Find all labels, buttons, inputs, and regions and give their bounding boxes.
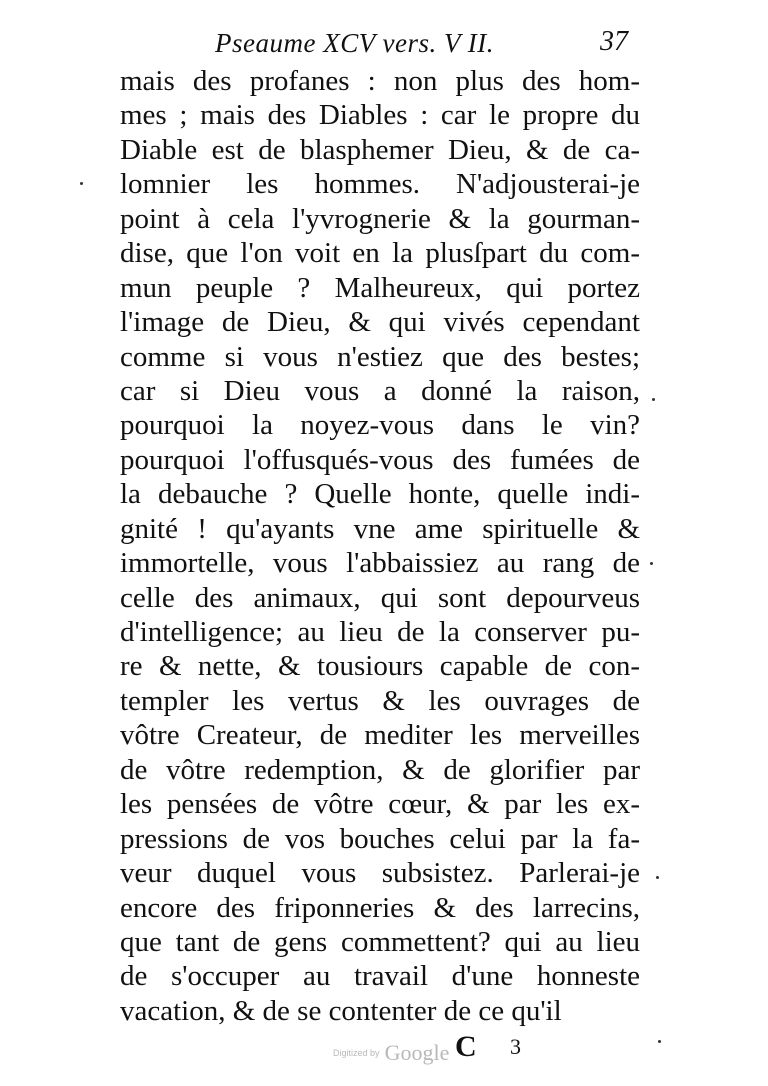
signature-number: 3	[510, 1034, 521, 1059]
text-line: templer les vertus & les ouvrages de	[120, 684, 640, 717]
text-line: vacation, & de se contenter de ce qu'il	[120, 994, 562, 1027]
page-number: 37	[600, 26, 628, 57]
ink-speck	[650, 562, 653, 565]
text-line: la debauche ? Quelle honte, quelle indi-	[120, 478, 640, 511]
text-line: re & nette, & tousiours capable de con-	[120, 650, 640, 683]
text-line: comme si vous n'estiez que des bestes;	[120, 340, 640, 373]
text-line: dise, que l'on voit en la plusſpart du com-	[120, 237, 640, 270]
text-line: gnité ! qu'ayants vne ame spirituelle &	[120, 512, 640, 545]
text-line: car si Dieu vous a donné la raison,	[120, 374, 640, 407]
ink-speck	[656, 876, 659, 879]
text-line: Diable est de blasphemer Dieu, & de ca-	[120, 133, 640, 166]
text-line: de vôtre redemption, & de glorifier par	[120, 753, 640, 786]
text-line: vôtre Createur, de mediter les merveilles	[120, 719, 640, 752]
text-line: mais des profanes : non plus des hom-	[120, 65, 640, 97]
watermark-brand: Google	[384, 1040, 450, 1065]
text-line: les pensées de vôtre cœur, & par les ex-	[120, 788, 640, 821]
text-line: pourquoi l'offusqués-vous des fumées de	[120, 443, 640, 476]
text-line: que tant de gens commettent? qui au lieu	[120, 925, 640, 958]
text-line: pourquoi la noyez-vous dans le vin?	[120, 409, 640, 442]
ink-speck	[80, 182, 83, 185]
ink-speck	[658, 1040, 661, 1043]
ink-speck	[652, 398, 655, 401]
watermark-prefix: Digitized by	[333, 1048, 380, 1058]
text-line: encore des friponneries & des larrecins,	[120, 891, 640, 924]
digitization-watermark	[333, 1040, 449, 1066]
text-line: immortelle, vous l'abbaissiez au rang de	[120, 547, 640, 580]
text-line: point à cela l'yvrognerie & la gourman-	[120, 202, 640, 235]
text-line: d'intelligence; au lieu de la conserver pu-	[120, 616, 640, 648]
text-line: mun peuple ? Malheureux, qui portez	[120, 271, 640, 304]
signature-mark: C	[455, 1030, 477, 1063]
running-head: Pseaume XCV vers. V II.	[215, 28, 494, 58]
body-text	[120, 64, 640, 1028]
text-line: lomnier les hommes. N'adjousterai-je	[120, 168, 640, 201]
text-line: celle des animaux, qui sont depourveus	[120, 581, 640, 614]
text-line: mes ; mais des Diables : car le propre du	[120, 99, 640, 132]
text-line: l'image de Dieu, & qui vivés cependant	[120, 306, 640, 339]
text-line: veur duquel vous subsistez. Parlerai-je	[120, 857, 640, 890]
text-line: pressions de vos bouches celui par la fa-	[120, 822, 640, 855]
text-line: de s'occuper au travail d'une honneste	[120, 960, 640, 993]
